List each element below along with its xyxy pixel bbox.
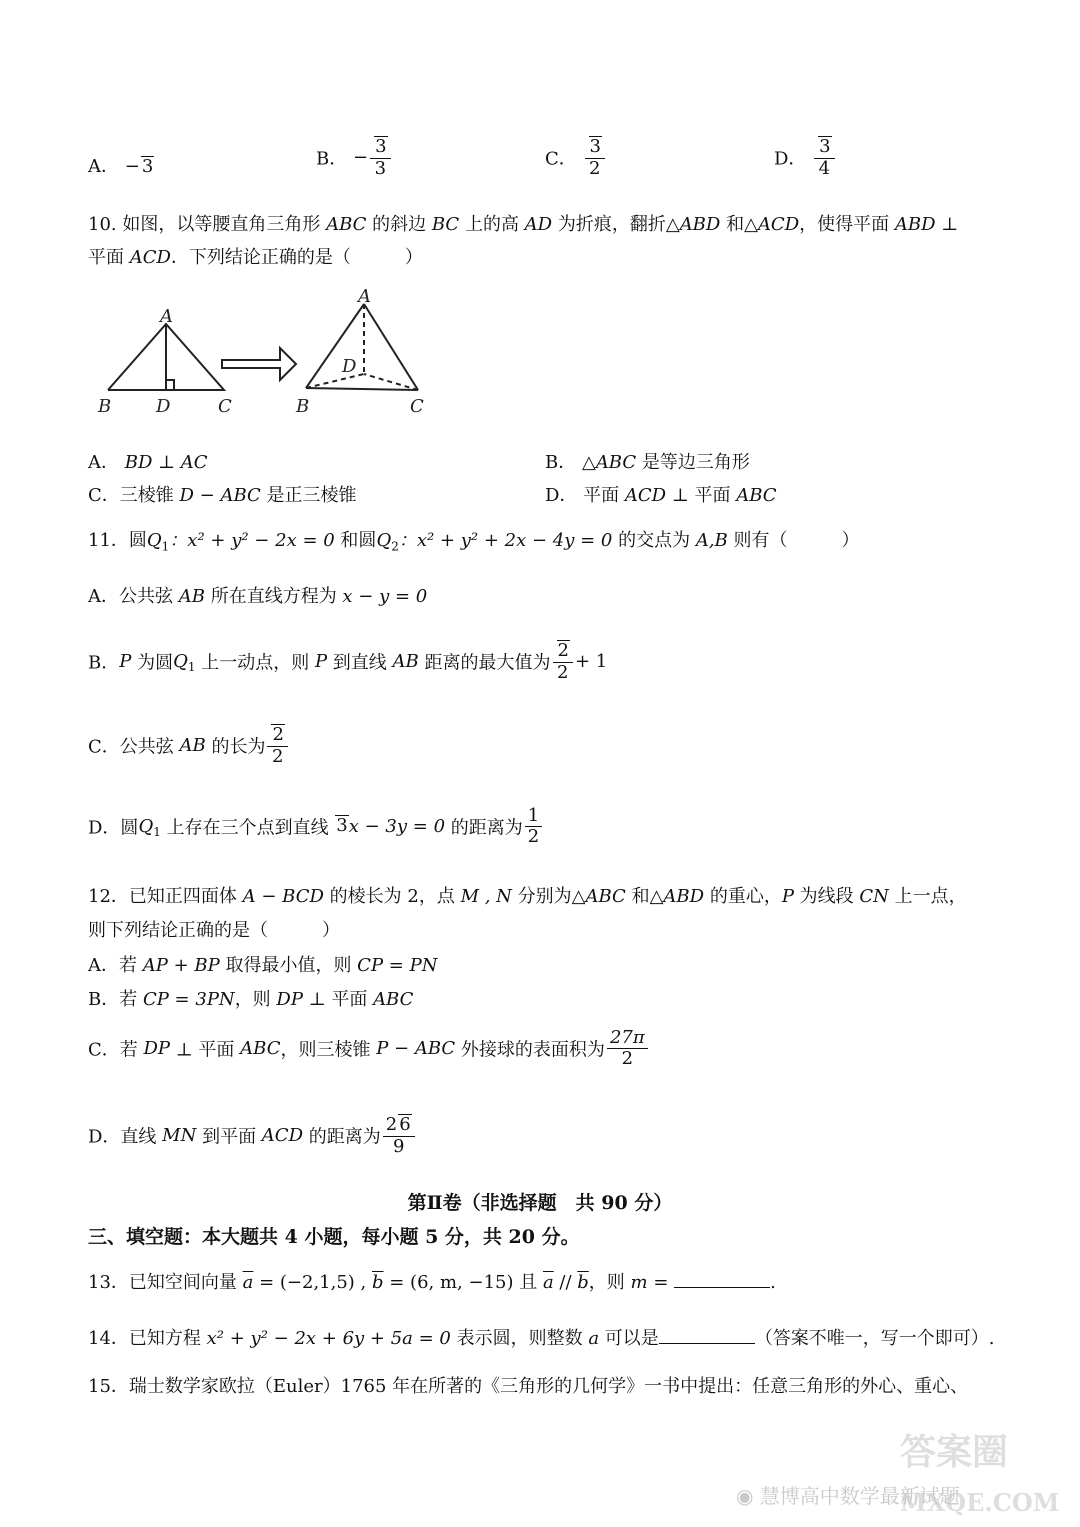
right-angle-mark bbox=[166, 380, 174, 390]
watermark-wechat: ◉ 慧博高中数学最新试题 bbox=[736, 1484, 960, 1508]
q12-option-a: A．若 AP + BP 取得最小值，则 CP = PN bbox=[88, 955, 438, 976]
label-c-left: C bbox=[218, 396, 232, 417]
q11-option-b: B．P 为圆$Q_1$ 上一动点，则 P 到直线 AB 距离的最大值为 $\frac{2}{2}$ + 1 bbox=[88, 640, 608, 683]
q14: 14．已知方程 x² + y² − 2x + 6y + 5a = 0 表示圆，则整数 a 可以是 （答案不唯一，写一个即可）. bbox=[88, 1328, 995, 1349]
q11-option-a: A．公共弦 AB 所在直线方程为 x − y = 0 bbox=[88, 586, 428, 607]
q10-option-b: B． △ABC 是等边三角形 bbox=[545, 452, 750, 473]
q14-answer-blank[interactable] bbox=[659, 1343, 755, 1344]
watermark-site: MXQE.COM bbox=[900, 1488, 1060, 1517]
label-b-left: B bbox=[98, 396, 112, 417]
q11-option-c: C．公共弦 AB 的长为 $\frac{2}{2}$ bbox=[88, 724, 290, 766]
q12-stem-line2: 则下列结论正确的是（ ） bbox=[88, 920, 340, 941]
q9-option-c: C． $\frac{3}{2}$ bbox=[545, 136, 607, 178]
q10-stem-line1: 10. 如图，以等腰直角三角形 ABC 的斜边 BC 上的高 AD 为折痕，翻折△ABD 和△ACD，使得平面 ABD ⊥ bbox=[88, 214, 959, 235]
label-a-left: A bbox=[160, 306, 173, 327]
q11-option-d: D．圆$Q_1$ 上存在三个点到直线 3x − 3y = 0 的距离为 $\frac{1}{2}$ bbox=[88, 806, 544, 847]
label-c-right: C bbox=[410, 396, 424, 417]
q9-option-d: D． $\frac{3}{4}$ bbox=[774, 136, 837, 178]
section3-heading: 三、填空题：本大题共 4 小题，每小题 5 分，共 20 分。 bbox=[88, 1226, 580, 1248]
q12-stem-line1: 12．已知正四面体 A − BCD 的棱长为 2，点 M , N 分别为△ABC 和△ABD 的重心，P 为线段 CN 上一点， bbox=[88, 886, 967, 907]
label-b-right: B bbox=[296, 396, 310, 417]
q10-option-d: D． 平面 ACD ⊥ 平面 ABC bbox=[545, 485, 777, 506]
q10-folding-figure bbox=[90, 282, 440, 422]
q11-stem: 11．圆$Q_1$：x² + y² − 2x = 0 和圆$Q_2$：x² + y² + 2x − 4y = 0 的交点为 A,B 则有（ ） bbox=[88, 530, 860, 554]
q13-answer-blank[interactable] bbox=[674, 1287, 770, 1288]
q9-option-a: A． − 3 bbox=[88, 156, 154, 177]
arrow-icon bbox=[222, 348, 296, 380]
q15-line: 15．瑞士数学家欧拉（Euler）1765 年在所著的《三角形的几何学》一书中提出：任意三角形的外心、重心、 bbox=[88, 1376, 969, 1397]
q10-option-a: A． BD ⊥ AC bbox=[88, 452, 208, 473]
q10-stem-line2: 平面 ACD．下列结论正确的是（ ） bbox=[88, 247, 423, 268]
q9-option-b: B． − $\frac{3}{3}$ bbox=[316, 136, 393, 178]
q12-option-c: C．若 DP ⊥ 平面 ABC，则三棱锥 P − ABC 外接球的表面积为 $\frac{27\pi}{2}$ bbox=[88, 1028, 650, 1069]
label-d-right: D bbox=[342, 356, 357, 377]
q12-option-b: B．若 CP = 3PN，则 DP ⊥ 平面 ABC bbox=[88, 989, 414, 1010]
label-a-right: A bbox=[358, 286, 371, 307]
label-d-left: D bbox=[156, 396, 171, 417]
q10-option-c: C．三棱锥 D − ABC 是正三棱锥 bbox=[88, 485, 357, 506]
wechat-icon: ◉ bbox=[736, 1484, 754, 1508]
watermark-logo: 答案圈 bbox=[900, 1431, 1009, 1473]
section2-title: 第Ⅱ卷（非选择题 共 90 分） bbox=[407, 1192, 673, 1214]
q12-option-d: D．直线 MN 到平面 ACD 的距离为 $\frac{2 6}{9}$ bbox=[88, 1114, 417, 1156]
q13: 13．已知空间向量 $\overline{a} = (-2,1,5)$ , $\overline{b} = (6$, m, −15) 且 $\overline{a} // \overline{b}$，则 m = . bbox=[88, 1272, 776, 1293]
